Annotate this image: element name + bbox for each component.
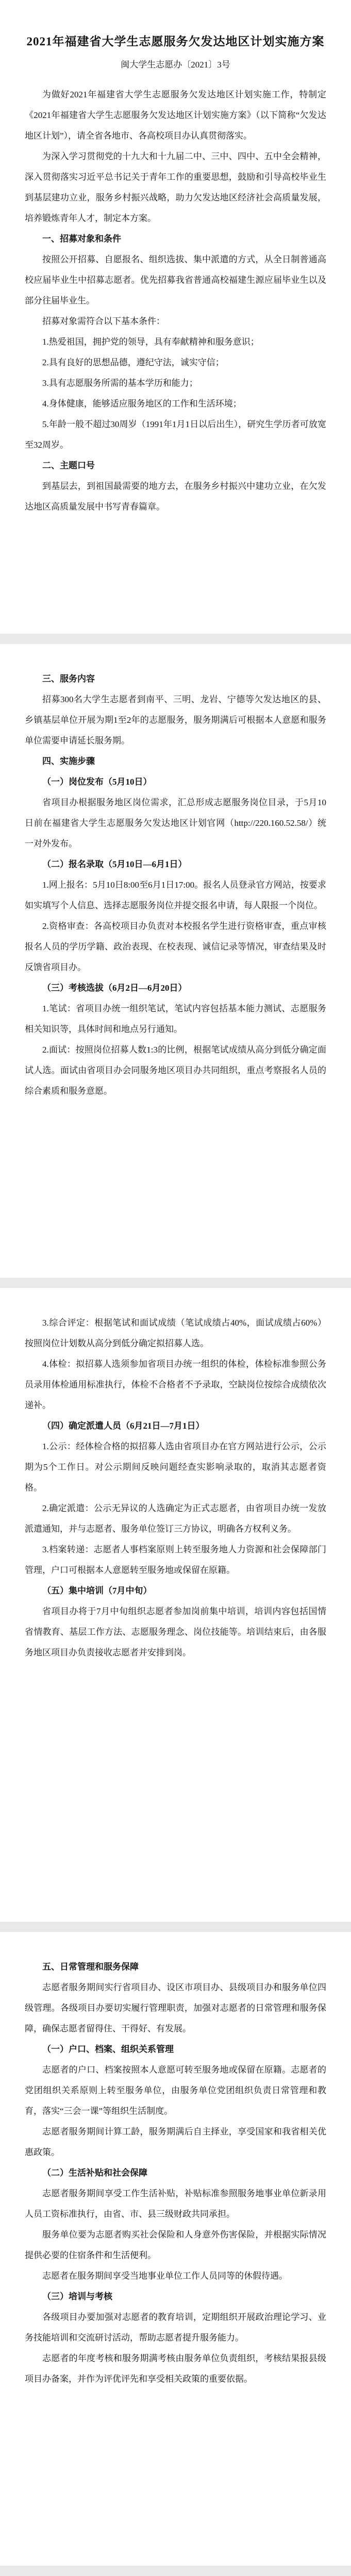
body-paragraph: 志愿者的年度考核和服务期满考核由服务单位负责组织，考核结果报县级项目办备案，并作为评优评先和享受相关政策的重要依据。 bbox=[25, 2353, 326, 2384]
body-paragraph: 2.资格审查：各高校项目办负责对本校报名学生进行资格审查，重点审核报名人员的学历学籍、政治表现、在校表现、诚信记录等情况，审查结果及时反馈省项目办。 bbox=[25, 921, 326, 972]
body-paragraph: 1.公示：经体检合格的拟招募人选由省项目办在官方网站进行公示，公示期为5个工作日。对公示期间反映问题经查实影响录取的，取消其志愿者资格。 bbox=[25, 1442, 326, 1493]
document-page-4 bbox=[0, 1932, 351, 2566]
body-paragraph: 5.年龄一般不超过30周岁（1991年1月1日以后出生），研究生学历者可放宽至32周岁。 bbox=[25, 419, 326, 450]
page-gap bbox=[0, 634, 351, 644]
section-heading: 二、主题口号 bbox=[42, 461, 95, 470]
page-gap bbox=[0, 2566, 351, 2576]
body-paragraph: 志愿者在服务期间享受当地事业单位工作人员同等的休假待遇。 bbox=[42, 2271, 288, 2281]
body-paragraph: 按照公开招募、自愿报名、组织选拔、集中派遣的方式，从全日制普通高校应届毕业生中招募志愿者。优先招募我省普通高校福建生源应届毕业生以及部分往届毕业生。 bbox=[25, 255, 326, 306]
subsection-heading: （一）户口、档案、组织关系管理 bbox=[42, 2044, 174, 2054]
body-paragraph: 志愿者服务期间计算工龄，服务期满后自主择业，享受国家和我省相关优惠政策。 bbox=[25, 2127, 326, 2157]
section-heading: 四、实施步骤 bbox=[42, 756, 95, 766]
body-paragraph: 3.综合评定：根据笔试和面试成绩（笔试成绩占40%，面试成绩占60%）按照岗位计划数从高分到低分确定拟招募人选。 bbox=[25, 1318, 326, 1348]
page-gap bbox=[0, 1922, 351, 1932]
subsection-heading: （二）报名录取（5月10日—6月1日） bbox=[42, 859, 187, 869]
subsection-heading: （二）生活补贴和社会保障 bbox=[42, 2168, 147, 2178]
body-paragraph: 省项目办将于7月中旬组织志愿者参加岗前集中培训，培训内容包括国情省情教育、基层工作方法、志愿服务理念、岗位技能等。培训结束后，由各服务地区项目办负责接收志愿者并安排到岗。 bbox=[25, 1606, 326, 1657]
subsection-heading: （三）考核选拔（6月2日—6月20日） bbox=[42, 983, 187, 993]
body-paragraph: 省项目办根据服务地区岗位需求，汇总形成志愿服务岗位目录，于5月10日前在福建省大学生志愿服务欠发达地区计划官网（http://220.160.52.58/）统一对外发布。 bbox=[25, 798, 326, 849]
document-page-3 bbox=[0, 1288, 351, 1922]
body-paragraph: 招募300名大学生志愿者到南平、三明、龙岩、宁德等欠发达地区的县、乡镇基层单位开展为期1至2年的志愿服务，服务期满后可根据本人意愿和服务单位需要申请延长服务期。 bbox=[25, 694, 326, 745]
body-paragraph: 各级项目办要加强对志愿者的教育培训，定期组织开展政治理论学习、业务技能培训和交流研讨活动，帮助志愿者提升服务能力。 bbox=[25, 2312, 326, 2343]
body-paragraph: 4.身体健康，能够适应服务地区的工作和生活环境； bbox=[42, 399, 242, 409]
body-paragraph: 3.具有志愿服务所需的基本学历和能力； bbox=[42, 378, 198, 388]
page-gap bbox=[0, 1278, 351, 1288]
subsection-heading: （五）集中培训（7月中旬） bbox=[42, 1586, 152, 1596]
body-paragraph: 2.确定派遣：公示无异议的人选确定为正式志愿者，由省项目办统一发放派遣通知，并与志愿者、服务单位签订三方协议，明确各方权利义务。 bbox=[25, 1503, 326, 1534]
body-paragraph: 3.档案转递：志愿者人事档案原则上转至服务地人力资源和社会保障部门管理，户口可根据本人意愿转至服务地或保留在原籍。 bbox=[25, 1545, 326, 1575]
section-heading: 一、招募对象和条件 bbox=[42, 234, 121, 244]
document-page-2 bbox=[0, 644, 351, 1278]
section-heading: 五、日常管理和服务保障 bbox=[42, 1962, 139, 1972]
body-paragraph: 志愿者服务期间享受工作生活补贴，补贴标准参照服务地事业单位新录用人员工资标准执行，由省、市、县三级财政共同承担。 bbox=[25, 2189, 326, 2219]
subsection-heading: （三）培训与考核 bbox=[42, 2292, 112, 2301]
subsection-heading: （一）岗位发布（5月10日） bbox=[42, 777, 152, 787]
body-paragraph: 1.网上报名：5月10日8:00至6月1日17:00。报名人员登录官方网站，按要求如实填写个人信息、选择志愿服务岗位并提交报名申请，每人限报一个岗位。 bbox=[25, 880, 326, 910]
section-heading: 三、服务内容 bbox=[42, 674, 95, 684]
body-paragraph: 志愿者服务期间实行省项目办、设区市项目办、县级项目办和服务单位四级管理。各级项目办要切实履行管理职责，加强对志愿者的日常管理和服务保障，确保志愿者留得住、干得好、有发展。 bbox=[25, 1982, 326, 2033]
document-page-1 bbox=[0, 0, 351, 634]
intro-paragraph: 为深入学习贯彻党的十九大和十九届二中、三中、四中、五中全会精神，深入贯彻落实习近平总书记关于青年工作的重要思想，鼓励和引导高校毕业生到基层建功立业，服务乡村振兴战略，助力欠发达地区经济社会高质量发展，培养锻炼青年人才，制定本方案。 bbox=[25, 151, 326, 223]
body-paragraph: 1.热爱祖国，拥护党的领导，具有奉献精神和服务意识； bbox=[42, 337, 259, 347]
body-paragraph: 服务单位要为志愿者购买社会保险和人身意外伤害保险，并根据实际情况提供必要的住宿条件和生活便利。 bbox=[25, 2230, 326, 2260]
body-paragraph: 4.体检：拟招募人选须参加省项目办统一组织的体检，体检标准参照公务员录用体检通用标准执行，体检不合格者不予录取，空缺岗位按综合成绩依次递补。 bbox=[25, 1359, 326, 1410]
subsection-heading: （四）确定派遣人员（6月21日—7月1日） bbox=[42, 1421, 205, 1431]
body-paragraph: 招募对象需符合以下基本条件： bbox=[42, 316, 165, 326]
body-paragraph: 1.笔试：省项目办统一组织笔试，笔试内容包括基本能力测试、志愿服务相关知识等，具体时间和地点另行通知。 bbox=[25, 1004, 326, 1034]
body-paragraph: 志愿者的户口、档案按照本人意愿可转至服务地或保留在原籍。志愿者的党团组织关系原则上转至服务单位，由服务单位党团组织负责日常管理和教育，落实“三会一课”等组织生活制度。 bbox=[25, 2065, 326, 2116]
body-paragraph: 2.具有良好的思想品德，遵纪守法，诚实守信； bbox=[42, 358, 224, 367]
document-number: 闽大学生志愿办〔2021〕3号 bbox=[121, 60, 230, 70]
body-paragraph: 到基层去，到祖国最需要的地方去，在服务乡村振兴中建功立业，在欠发达地区高质量发展中书写青春篇章。 bbox=[25, 481, 326, 512]
intro-paragraph: 为做好2021年福建省大学生志愿服务欠发达地区计划实施工作，特制定《2021年福建省大学生志愿服务欠发达地区计划实施方案》（以下简称“欠发达地区计划”），请全省各地市、各高校项目办认真贯彻落实。 bbox=[25, 90, 326, 141]
document-title: 2021年福建省大学生志愿服务欠发达地区计划实施方案 bbox=[26, 35, 325, 48]
body-paragraph: 2.面试：按照岗位招募人数1:3的比例，根据笔试成绩从高分到低分确定面试人选。面试由省项目办会同服务地区项目办共同组织，重点考察报名人员的综合素质和服务意愿。 bbox=[25, 1045, 326, 1096]
